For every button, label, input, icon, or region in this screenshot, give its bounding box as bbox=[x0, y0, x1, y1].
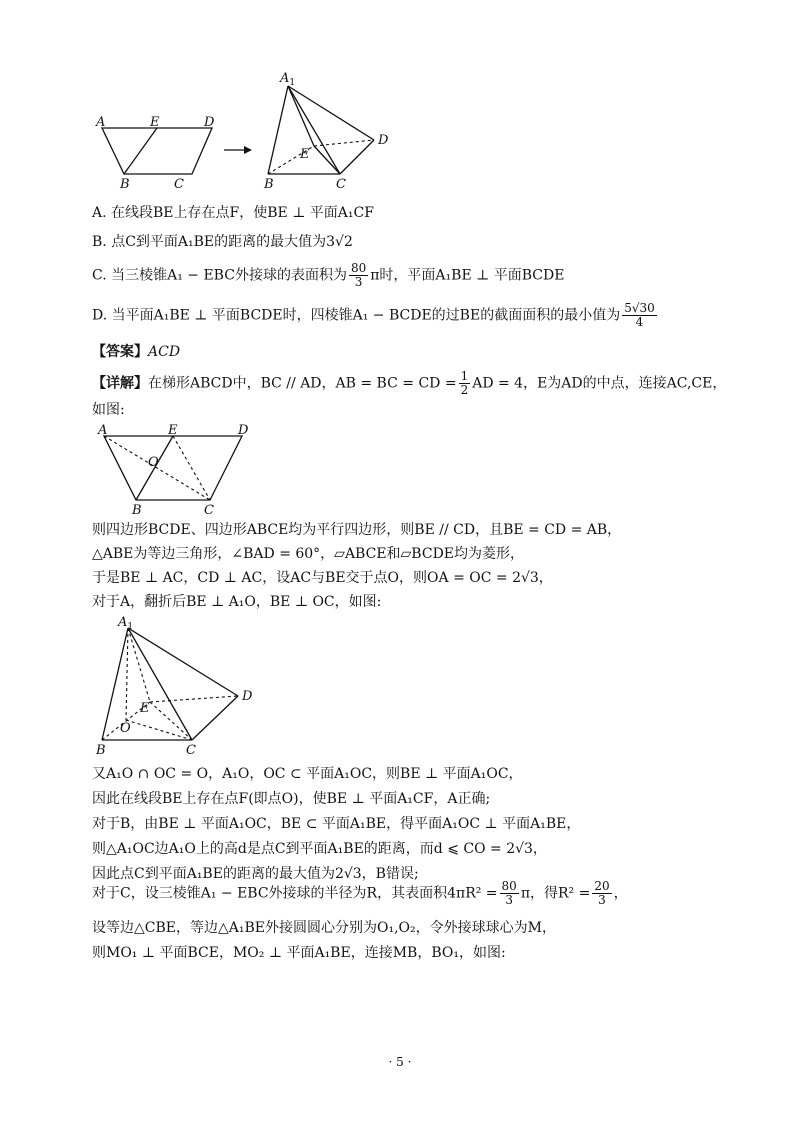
para3-line-4: 则△A₁OC边A₁O上的高d是点C到平面A₁BE的距离，而d ⩽ CO = 2√3， bbox=[92, 841, 547, 857]
para3-line-1: 又A₁O ∩ OC = O，A₁O，OC ⊂ 平面A₁OC，则BE ⊥ 平面A₁OC， bbox=[92, 766, 523, 782]
para2-line-1: 则四边形BCDE、四边形ABCE均为平行四边形，则BE // CD，且BE = CD = AB， bbox=[92, 522, 622, 538]
para3-line-3: 对于B，由BE ⊥ 平面A₁OC，BE ⊂ 平面A₁BE，得平面A₁OC ⊥ 平面A₁BE， bbox=[92, 816, 581, 832]
fig1-label-D2: D bbox=[378, 133, 389, 148]
figure-fold-process bbox=[92, 66, 412, 196]
fig2-label-A: A bbox=[98, 423, 108, 438]
option-d: D. 当平面A₁BE ⊥ 平面BCDE时，四棱锥A₁ − BCDE的过BE的截面面积的最小值为 $\frac{5√30}{4}$ bbox=[92, 301, 655, 329]
para3-line-8: 则MO₁ ⊥ 平面BCE，MO₂ ⊥ 平面A₁BE，连接MB，BO₁，如图: bbox=[92, 945, 506, 961]
fig2-label-E: E bbox=[168, 423, 178, 438]
option-c-fraction: $\frac{80}{3}$ bbox=[350, 261, 367, 289]
fig3-label-O: O bbox=[120, 721, 131, 736]
fig1-label-A1: $A_1$ bbox=[280, 71, 296, 88]
fig2-label-C: C bbox=[204, 503, 214, 518]
fig2-label-O: O bbox=[148, 455, 159, 470]
para3-fraction-2: $\frac{20}{3}$ bbox=[594, 879, 610, 907]
fig1-label-E2: E bbox=[300, 147, 310, 162]
detail-fraction: $\frac{1}{2}$ bbox=[460, 369, 469, 397]
para2-line-4: 对于A，翻折后BE ⊥ A₁O，BE ⊥ OC，如图: bbox=[92, 594, 382, 610]
fig3-label-E: E bbox=[140, 701, 150, 716]
fig3-label-D: D bbox=[242, 689, 253, 704]
para3-line-2: 因此在线段BE上存在点F(即点O)，使BE ⊥ 平面A₁CF，A正确; bbox=[92, 791, 491, 807]
para2-line-2: △ABE为等边三角形，∠BAD = 60°，▱ABCE和▱BCDE均为菱形， bbox=[92, 546, 525, 562]
para3-line-5: 因此点C到平面A₁BE的距离的最大值为2√3，B错误; bbox=[92, 866, 419, 882]
para3-fraction-1: $\frac{80}{3}$ bbox=[501, 879, 517, 907]
answer-value: ACD bbox=[148, 344, 181, 360]
fig3-label-C: C bbox=[186, 743, 196, 758]
fig1-label-A: A bbox=[96, 115, 106, 130]
fig1-label-C: C bbox=[174, 177, 184, 192]
option-a: A. 在线段BE上存在点F，使BE ⊥ 平面A₁CF bbox=[92, 205, 374, 221]
fig1-label-C2: C bbox=[336, 177, 346, 192]
detail-tag: 【详解】 bbox=[92, 375, 148, 392]
option-b: B. 点C到平面A₁BE的距离的最大值为3√2 bbox=[92, 234, 353, 250]
fig3-label-A1: $A_1$ bbox=[118, 615, 134, 632]
fig2-label-D: D bbox=[238, 423, 249, 438]
para3-line-7: 设等边△CBE，等边△A₁BE外接圆圆心分别为O₁,O₂，令外接球球心为M， bbox=[92, 920, 556, 936]
page-number: · 5 · bbox=[388, 1055, 412, 1069]
option-d-fraction: $\frac{5√30}{4}$ bbox=[624, 301, 655, 329]
para2-line-3: 于是BE ⊥ AC，CD ⊥ AC，设AC与BE交于点O，则OA = OC = 2√3， bbox=[92, 570, 553, 586]
answer-tag: 【答案】 bbox=[92, 344, 148, 360]
para3-line-6: 对于C，设三棱锥A₁ − EBC外接球的半径为R，其表面积4πR² = $\frac{80}{3}$ π，得R² = $\frac{20}{3}$ ， bbox=[92, 879, 628, 907]
option-c: C. 当三棱锥A₁ − EBC外接球的表面积为 $\frac{80}{3}$ π时，平面A₁BE ⊥ 平面BCDE bbox=[92, 261, 565, 289]
figure-pyramid bbox=[92, 612, 272, 760]
fig1-label-E: E bbox=[150, 115, 160, 130]
detail-line-2: 如图: bbox=[92, 402, 125, 418]
fig1-label-B2: B bbox=[264, 177, 274, 192]
fig2-label-B: B bbox=[132, 503, 142, 518]
fig1-label-B: B bbox=[120, 177, 130, 192]
figure-trapezoid bbox=[92, 420, 272, 520]
fig3-label-B: B bbox=[96, 743, 106, 758]
answer-line bbox=[92, 342, 180, 362]
detail-line-1: 【详解】在梯形ABCD中，BC // AD，AB = BC = CD = $\frac{1}{2}$ AD = 4，E为AD的中点，连接AC,CE， bbox=[92, 369, 727, 397]
fig1-label-D: D bbox=[204, 115, 215, 130]
